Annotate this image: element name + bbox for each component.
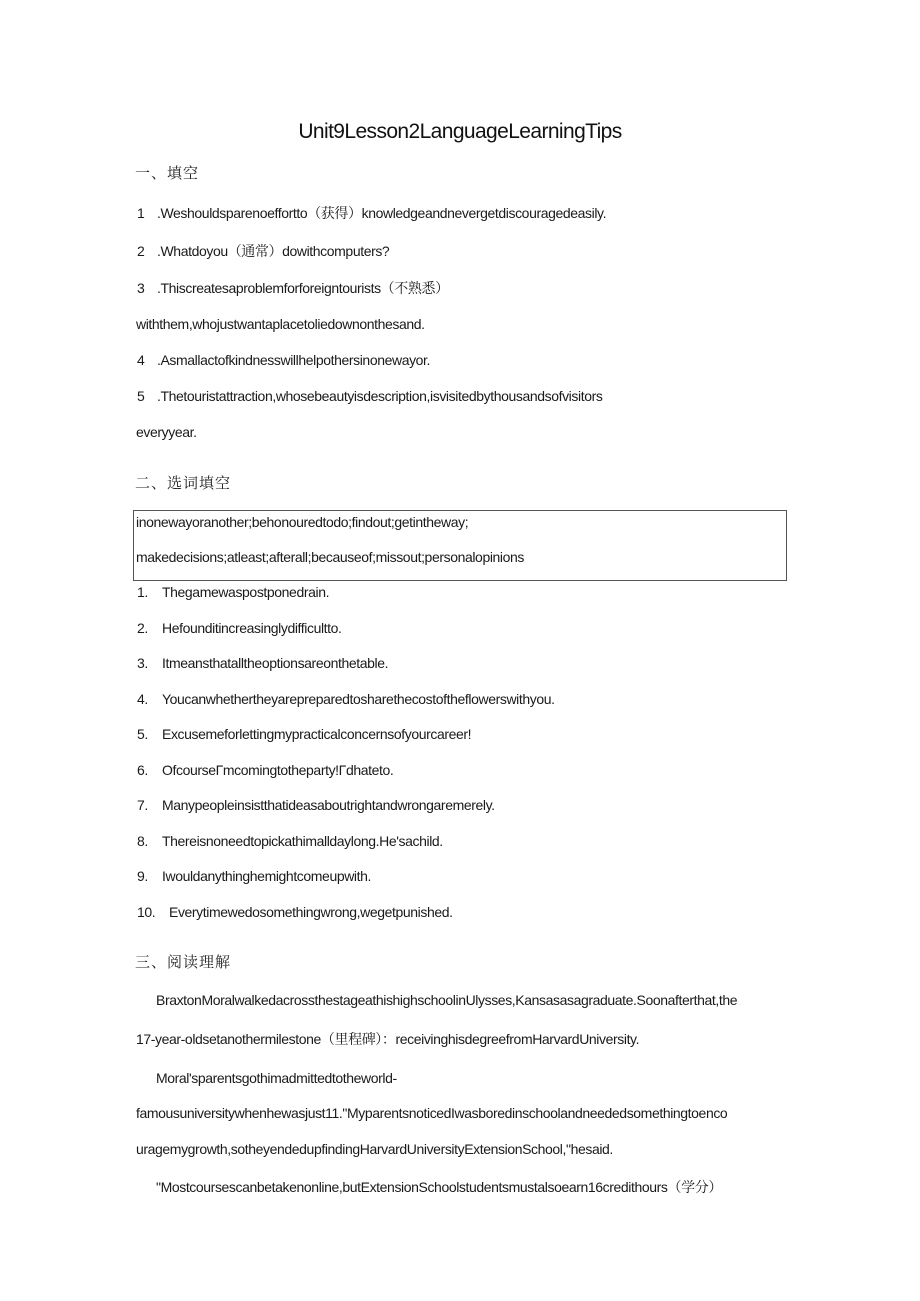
- passage-line: uragemygrowth,sotheyendedupfindingHarvardUniversityExtensionSchool,"hesaid.: [136, 1141, 613, 1157]
- item-number: 3.: [137, 655, 148, 671]
- list-item: [137, 584, 329, 600]
- item-text: OfcourseΓmcomingtotheparty!Γdhateto.: [162, 762, 394, 778]
- passage-line: 17-year-oldsetanothermilestone（里程碑）：receivinghisdegreefromHarvardUniversity.: [136, 1031, 640, 1047]
- passage-line: famousuniversitywhenhewasjust11."MyparentsnoticedIwasboredinschoolandneededsomethingtoenco: [136, 1105, 728, 1121]
- item-number: 10.: [137, 904, 156, 920]
- item-number: 1: [137, 205, 145, 221]
- item-text: Hefounditincreasinglydifficultto.: [162, 620, 342, 636]
- word-bank-line-2: makedecisions;atleast;afterall;becauseof;missout;personalopinions: [136, 549, 525, 565]
- item-number: 2: [137, 243, 145, 259]
- item-number: 5: [137, 388, 145, 404]
- passage-line: BraxtonMoralwalkedacrossthestageathishighschoolinUlysses,Kansasasagraduate.Soonafterthat,the: [156, 992, 738, 1008]
- list-item: [137, 655, 388, 671]
- item-text: Thegamewaspostponedrain.: [162, 584, 330, 600]
- section2-heading: 二、选词填空: [135, 475, 232, 492]
- item-text: Iwouldanythinghemightcomeupwith.: [162, 868, 371, 884]
- list-item: [137, 388, 602, 404]
- item-number: 4: [137, 352, 145, 368]
- item-text: .Asmallactofkindnesswillhelpothersinonewayor.: [157, 352, 431, 368]
- item-continuation: everyyear.: [136, 424, 197, 440]
- page-title: Unit9Lesson2LanguageLearningTips: [298, 120, 622, 143]
- item-number: 6.: [137, 762, 148, 778]
- item-text: Youcanwhethertheyarepreparedtosharethecostoftheflowerswithyou.: [162, 691, 555, 707]
- passage-line: "Mostcoursescanbetakenonline,butExtensionSchoolstudentsmustalsoearn16credithours（学分）: [156, 1179, 722, 1195]
- item-text: .Thetouristattraction,whosebeautyisdescription,isvisitedbythousandsofvisitors: [157, 388, 603, 404]
- item-text: .Thiscreatesaproblemforforeigntourists（不熟悉）: [157, 280, 449, 296]
- section3-heading: 三、阅读理解: [135, 954, 232, 971]
- list-item: [137, 726, 471, 742]
- item-text: Excusemeforlettingmypracticalconcernsofyourcareer!: [162, 726, 472, 742]
- list-item: [137, 203, 606, 223]
- word-bank-line-1: inonewayoranother;behonouredtodo;findout;getintheway;: [136, 514, 469, 530]
- item-text: Thereisnoneedtopickathimalldaylong.He'sachild.: [162, 833, 443, 849]
- section1-heading: 一、填空: [135, 165, 200, 182]
- item-text: Everytimewedosomethingwrong,wegetpunished.: [169, 904, 453, 920]
- item-number: 1.: [137, 584, 148, 600]
- item-number: 3: [137, 280, 145, 296]
- item-number: 5.: [137, 726, 148, 742]
- list-item: [137, 904, 453, 920]
- word-bank-box: [133, 510, 787, 581]
- item-number: 4.: [137, 691, 148, 707]
- item-number: 9.: [137, 868, 148, 884]
- item-number: 8.: [137, 833, 148, 849]
- item-text: Manypeopleinsistthatideasaboutrightandwrongaremerely.: [162, 797, 495, 813]
- list-item: [137, 691, 555, 707]
- item-number: 2.: [137, 620, 148, 636]
- item-continuation: withthem,whojustwantaplacetoliedownonthesand.: [136, 316, 425, 332]
- list-item: [137, 352, 430, 368]
- item-number: 7.: [137, 797, 148, 813]
- item-text: .Whatdoyou（通常）dowithcomputers?: [157, 243, 390, 259]
- item-text: Itmeansthatalltheoptionsareonthetable.: [162, 655, 389, 671]
- list-item: [137, 241, 389, 261]
- list-item: [137, 620, 342, 636]
- item-text: .Weshouldsparenoeffortto（获得）knowledgeandnevergetdiscouragedeasily.: [157, 205, 607, 221]
- list-item: [137, 278, 449, 298]
- list-item: [137, 833, 443, 849]
- list-item: [137, 868, 371, 884]
- list-item: [137, 762, 393, 778]
- list-item: [137, 797, 495, 813]
- passage-line: Moral'sparentsgothimadmittedtotheworld-: [156, 1070, 397, 1086]
